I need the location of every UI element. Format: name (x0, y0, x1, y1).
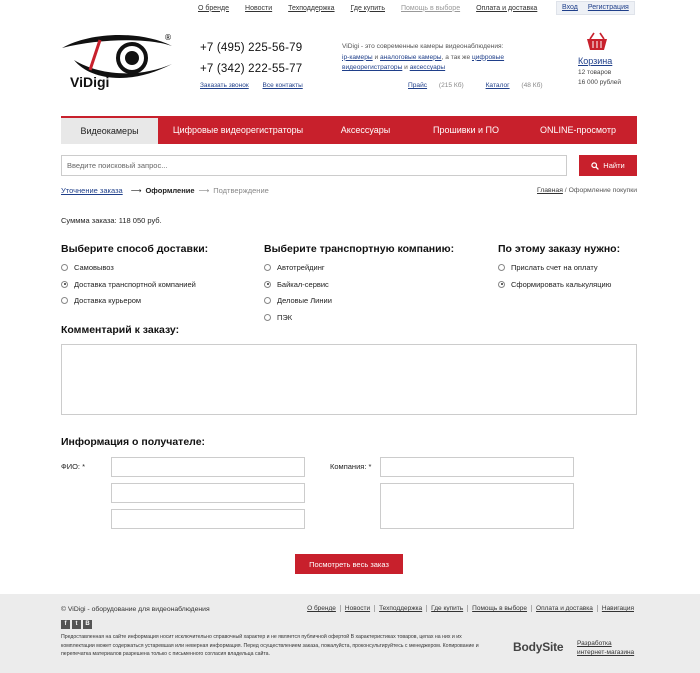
accessories-link[interactable]: аксессуары (409, 64, 446, 71)
cart-count: 12 товаров (578, 69, 612, 76)
logo-text: ViDigi (70, 74, 110, 90)
phone-1: +7 (495) 225-56-79 (200, 42, 303, 54)
need-title: По этому заказу нужно: (498, 243, 621, 255)
menu-dvr[interactable]: Цифровые видеорегистраторы (172, 125, 304, 135)
footer-nav-support[interactable]: Техподдержка (374, 605, 426, 612)
breadcrumb-home[interactable]: Главная (537, 187, 563, 194)
radio[interactable] (264, 281, 271, 288)
option-label: Автотрейдинг (277, 263, 325, 272)
radio[interactable] (61, 281, 68, 288)
step-checkout: Оформление (145, 186, 195, 195)
fio-input-3[interactable] (111, 509, 305, 529)
desc-text: и (402, 64, 410, 71)
developer-link-line2: интернет-магазина (577, 649, 635, 656)
footer-nav (303, 605, 638, 612)
contacts-link[interactable]: Все контакты (262, 82, 303, 89)
register-link[interactable]: Регистрация (587, 4, 629, 11)
search-button[interactable] (579, 155, 637, 176)
main-menu (61, 116, 637, 144)
option-label: ПЭК (277, 312, 293, 322)
step-confirm: Подтверждение (213, 186, 269, 195)
footer-nav-news[interactable]: Новости (340, 605, 374, 612)
search-button-label: Найти (603, 161, 625, 170)
bodysite-logo[interactable]: BodySite (513, 640, 564, 654)
comment-title: Комментарий к заказу: (61, 324, 180, 336)
topnav-help[interactable]: Помощь в выборе (401, 4, 461, 12)
delivery-title: Выберите способ доставки: (61, 243, 209, 255)
menu-firmware[interactable]: Прошивки и ПО (433, 125, 499, 135)
developer-link[interactable] (577, 639, 634, 657)
desc-text: , а так же (441, 53, 472, 61)
radio[interactable] (61, 297, 68, 304)
callback-link[interactable]: Заказать звонок (200, 82, 249, 89)
need-section (498, 243, 620, 296)
svg-text:®: ® (164, 33, 172, 42)
phone-2: +7 (342) 222-55-77 (200, 63, 303, 75)
price-size: (215 Кб) (438, 82, 464, 89)
transport-section (264, 243, 454, 329)
header-links (200, 82, 315, 89)
logo[interactable] (60, 30, 180, 92)
cart-title[interactable]: Корзина (578, 56, 613, 66)
step-clarify[interactable]: Уточнение заказа (61, 186, 123, 195)
comment-textarea[interactable] (61, 344, 637, 415)
option-label: Самовывоз (74, 263, 114, 272)
developer-link-line1: Разработка (577, 640, 612, 647)
view-order-button[interactable]: Посмотреть весь заказ (295, 554, 403, 574)
footer-nav-about[interactable]: О бренде (307, 605, 336, 612)
radio[interactable] (264, 314, 271, 321)
need-option-invoice[interactable] (498, 263, 620, 272)
order-steps (61, 186, 273, 195)
recipient-title: Информация о получателе: (61, 436, 206, 448)
radio[interactable] (498, 281, 505, 288)
catalog-size: (48 Кб) (521, 82, 543, 89)
fio-label: ФИО: * (61, 462, 86, 471)
option-label: Доставка курьером (74, 296, 142, 305)
fio-input-1[interactable] (111, 457, 305, 477)
option-label: Прислать счет на оплату (511, 263, 598, 272)
transport-option-pek[interactable] (264, 313, 454, 322)
catalog-link[interactable]: Каталог (485, 82, 510, 89)
menu-online[interactable]: ONLINE-просмотр (539, 125, 616, 135)
twitter-icon[interactable]: t (72, 620, 81, 629)
order-sum: Суммма заказа: 118 050 руб. (61, 216, 162, 225)
topnav-news[interactable]: Новости (245, 4, 273, 12)
radio[interactable] (61, 264, 68, 271)
cart-summary (578, 68, 638, 88)
arrow-icon: ⟶ (198, 186, 210, 195)
vkontakte-icon[interactable]: В (83, 620, 92, 629)
topnav-support[interactable]: Техподдержка (288, 4, 335, 12)
dvr-link[interactable]: цифровые видеорегистраторы (342, 53, 505, 71)
auth-links (556, 1, 635, 15)
transport-option-delovye[interactable] (264, 296, 454, 305)
desc-text: и (372, 53, 380, 61)
delivery-option-pickup[interactable] (61, 263, 208, 272)
desc-text: ViDigi - это современные камеры видеонаблюдения: (342, 43, 504, 50)
breadcrumb-current: Оформление покупки (568, 187, 637, 194)
breadcrumb-sep: / (562, 187, 569, 194)
radio[interactable] (264, 297, 271, 304)
basket-icon (584, 32, 610, 52)
site-description (342, 42, 518, 74)
need-option-calculation[interactable] (498, 280, 620, 289)
radio[interactable] (264, 264, 271, 271)
option-label: Доставка транспортной компанией (74, 279, 196, 289)
arrow-icon: ⟶ (130, 186, 142, 195)
downloads (408, 82, 563, 89)
search-icon (591, 162, 599, 170)
cart-total: 16 000 рублей (578, 79, 622, 86)
company-input[interactable] (380, 457, 574, 477)
top-nav (198, 1, 553, 15)
footer-nav-where-to-buy[interactable]: Где купить (426, 605, 467, 612)
transport-title: Выберите транспортную компанию: (264, 243, 455, 255)
delivery-section (61, 243, 208, 313)
menu-cameras[interactable]: Видеокамеры (61, 116, 158, 144)
price-link[interactable]: Прайс (408, 82, 428, 89)
company-label: Компания: * (330, 462, 372, 471)
analog-cameras-link[interactable]: аналоговые камеры (380, 53, 442, 61)
transport-option-baikal[interactable] (264, 280, 454, 289)
option-label: Сформировать калькуляцию (511, 279, 612, 289)
ip-cameras-link[interactable]: ip-камеры (342, 53, 373, 61)
footer (0, 594, 700, 673)
transport-option-avtotreiding[interactable] (264, 263, 454, 272)
footer-nav-sitemap[interactable]: Навигация (597, 605, 638, 612)
facebook-icon[interactable]: f (61, 620, 70, 629)
topnav-about[interactable]: О бренде (198, 4, 230, 12)
legal-text: Предоставленная на сайте информация носит исключительно справочный характер и не является публичной офертой В характеристиках товаров, цепах на них и их комплектации может содержаться устаревшая или неверная информация. Перед осуществлением заказа, пожалуйста, проконсультируйтесь с менеджером. Копирование и перепечатка материалов разрешена только с письменного согласия владельца сайта. (61, 634, 479, 658)
copyright: © ViDigi - оборудование для видеонаблюдения (61, 606, 210, 613)
fio-input-2[interactable] (111, 483, 305, 503)
breadcrumb (537, 187, 637, 194)
search-input[interactable]: Введите поисковый запрос... (61, 155, 567, 176)
topnav-payment[interactable]: Оплата и доставка (476, 4, 538, 12)
company-textarea[interactable] (380, 483, 574, 529)
cart[interactable] (578, 32, 638, 88)
delivery-option-transport[interactable] (61, 280, 208, 289)
footer-nav-help[interactable]: Помощь в выборе (467, 605, 531, 612)
option-label: Байкал-сервис (277, 279, 329, 289)
footer-nav-payment[interactable]: Оплата и доставка (531, 605, 597, 612)
topnav-where-to-buy[interactable]: Где купить (350, 4, 385, 12)
delivery-option-courier[interactable] (61, 296, 208, 305)
phones (200, 42, 302, 84)
option-label: Деловые Линии (277, 296, 332, 305)
radio[interactable] (498, 264, 505, 271)
login-link[interactable]: Вход (562, 4, 578, 11)
social-links (61, 620, 92, 629)
menu-accessories[interactable]: Аксессуары (340, 125, 391, 135)
